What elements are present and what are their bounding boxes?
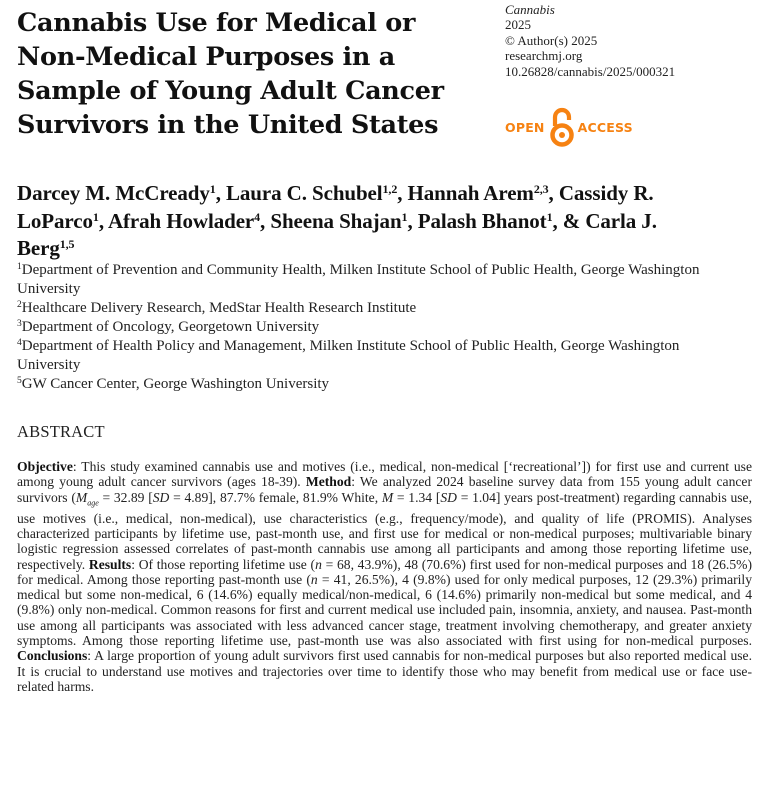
author-affiliation-marker: 1,2 <box>382 182 398 196</box>
author-separator: , & <box>552 208 586 233</box>
title-line: Survivors in the United States <box>17 110 439 140</box>
journal-meta <box>505 2 675 79</box>
conclusions-text: : A large proportion of young adult survivors first used cannabis for non-medical purposes but also reported medical use. It is crucial to understand use motives and trajectories over time to identify those who may benefit from medical use or face use-related harms. <box>17 648 752 694</box>
mean-symbol: M <box>75 489 88 505</box>
sd-symbol: SD <box>440 489 457 505</box>
author-name: Carla J. Berg <box>17 208 657 260</box>
affiliation-text: GW Cancer Center, George Washington University <box>21 376 330 392</box>
author-affiliation-marker: 1 <box>209 182 216 196</box>
author-separator: , <box>98 208 108 233</box>
results-label: Results <box>88 556 132 572</box>
author-separator: , <box>548 181 559 205</box>
article-title <box>17 6 487 142</box>
author-name: Sheena Shajan <box>270 208 402 233</box>
journal-website[interactable]: researchmj.org <box>505 48 583 64</box>
affiliation-item <box>17 337 737 375</box>
sd-symbol: SD <box>152 489 170 505</box>
affiliation-list <box>17 261 737 394</box>
mean-symbol: M <box>381 489 394 505</box>
author-affiliation-marker: 2,3 <box>533 182 549 196</box>
results-text: : Of those reporting lifetime use ( <box>131 556 316 572</box>
author-name: Darcey M. McCready <box>17 181 210 205</box>
results-text: = 41, 26.5%), 4 (9.8%) used for only medical purposes, 12 (29.3%) primarily medical but some non-medical, 6 (14.6%) equally medical/non-medical, 6 (14.6%) primarily non-medical but some medical, and 4 (9.8%) only non-medical. Common reasons for first and current medical use included pain, insomnia, anxiety, and nausea. Past-month use among all participants was associated with less advanced cancer stage, treatment involving chemotherapy, and greater anxiety symptoms. Among those reporting lifetime use, past-month use was also associated with first using for non-medical purposes. <box>17 571 752 648</box>
author-separator: , <box>260 208 271 233</box>
author-name: Laura C. Schubel <box>226 181 383 205</box>
doi[interactable]: 10.26828/cannabis/2025/000321 <box>505 63 676 79</box>
author-name: Cassidy R. LoParco <box>17 181 654 233</box>
author-affiliation-marker: 1 <box>92 209 99 224</box>
open-lock-icon <box>549 106 575 148</box>
title-line: Sample of Young Adult Cancer <box>17 76 444 106</box>
affiliation-item <box>17 261 737 299</box>
affiliation-text: Healthcare Delivery Research, MedStar Health Research Institute <box>21 300 417 316</box>
author-separator: , <box>215 181 226 205</box>
method-text: = 4.89], 87.7% female, 81.9% White, <box>169 489 382 505</box>
conclusions-label: Conclusions <box>17 648 88 664</box>
affiliation-item <box>17 375 737 394</box>
title-line: Non-Medical Purposes in a <box>17 42 395 72</box>
author-name: Palash Bhanot <box>417 208 547 233</box>
age-subscript: age <box>87 498 99 508</box>
mean-age-symbol <box>75 489 99 508</box>
affiliation-number: 2 <box>17 300 22 310</box>
affiliation-text: Department of Prevention and Community Health, Milken Institute School of Public Health, George Washington University <box>17 262 700 297</box>
author-affiliation-marker: 1,5 <box>59 237 75 251</box>
author-affiliation-marker: 1 <box>401 209 408 224</box>
method-text: : We analyzed 2024 baseline survey data from 155 young adult cancer survivors ( <box>17 474 752 505</box>
abstract-body <box>17 459 752 694</box>
affiliation-number: 1 <box>17 262 22 272</box>
open-access-right-text: ACCESS <box>577 119 633 135</box>
affiliation-text: Department of Health Policy and Management, Milken Institute School of Public Health, George Washington University <box>17 338 680 373</box>
title-line: Cannabis Use for Medical or <box>17 8 416 38</box>
author-name: Afrah Howlader <box>107 208 255 233</box>
author-list <box>17 180 717 263</box>
objective-label: Objective <box>17 459 73 474</box>
author-separator: , <box>407 208 418 233</box>
method-text: = 32.89 [ <box>98 489 153 505</box>
affiliation-number: 3 <box>17 319 22 329</box>
method-text: = 1.04] years post-treatment) regarding cannabis use, use motives (i.e., medical, non-medical), use characteristics (e.g., frequency/mode), and quality of life (PROMIS). Analyses characterized participants by lifetime use, past-month use, and first use for medical or non-medical purposes; multivariable binary logistic regression assessed correlates of past-month cannabis use among all participants and among those reporting lifetime use, respectively. <box>17 489 752 572</box>
author-name: Hannah Arem <box>407 181 534 205</box>
results-text: = 68, 43.9%), 48 (70.6%) first used for non-medical purposes and 18 (26.5%) for medical. Among those reporting past-month use ( <box>17 556 752 587</box>
affiliation-number: 5 <box>17 376 22 386</box>
objective-text: : This study examined cannabis use and motives (i.e., medical, non-medical [‘recreational’]) for first use and current use among young adult cancer survivors (ages 18-39). <box>17 459 752 490</box>
journal-name: Cannabis <box>505 2 555 17</box>
method-label: Method <box>305 474 352 490</box>
method-text: = 1.34 [ <box>393 489 441 505</box>
open-access-left-text: OPEN <box>505 119 545 135</box>
author-affiliation-marker: 4 <box>254 209 261 224</box>
abstract-heading: ABSTRACT <box>17 422 105 441</box>
author-separator: , <box>397 181 408 205</box>
copyright: © Author(s) 2025 <box>505 32 598 48</box>
affiliation-item <box>17 318 737 337</box>
affiliation-item <box>17 299 737 318</box>
affiliation-number: 4 <box>17 338 22 348</box>
open-access-logo <box>505 104 635 150</box>
affiliation-text: Department of Oncology, Georgetown University <box>21 319 320 335</box>
publication-year: 2025 <box>505 17 531 33</box>
n-symbol: n <box>315 556 322 572</box>
author-affiliation-marker: 1 <box>546 209 553 224</box>
n-symbol: n <box>310 571 318 587</box>
